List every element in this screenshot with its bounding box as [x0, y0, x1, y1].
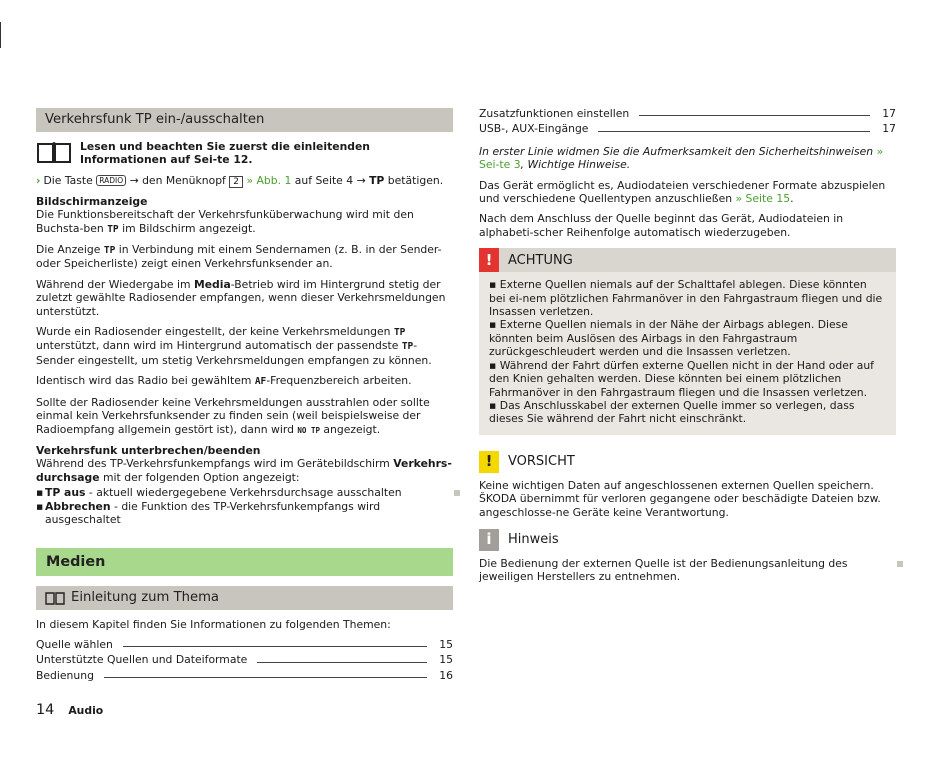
- safety-b: , Wichtige Hinweise.: [520, 158, 631, 172]
- hinweis-text: Die Bedienung der externen Quelle ist der Bedienungsanleitung des jeweiligen Herstellers zu entnehmen.: [479, 556, 848, 584]
- toc-row[interactable]: [36, 669, 453, 682]
- toc-leader: [104, 677, 427, 678]
- p5-a: Identisch wird das Radio bei gewähltem: [36, 374, 252, 388]
- toc-leader: [598, 131, 870, 132]
- warning-icon: !: [479, 248, 499, 272]
- intro-text: In diesem Kapitel finden Sie Informationen zu folgenden Themen:: [36, 618, 391, 632]
- info-icon: i: [479, 529, 499, 551]
- toc-row[interactable]: [36, 638, 453, 651]
- interrupt-b: mit der folgenden Option angezeigt:: [103, 470, 300, 484]
- achtung-header: [479, 248, 896, 272]
- bullet-text: - die Funktion des TP-Verkehrsfunkempfangs wird ausgeschaltet: [45, 499, 381, 526]
- paragraph-media: [36, 278, 453, 318]
- display-paragraph: [36, 195, 453, 236]
- bullet-icon: ▪: [36, 499, 44, 513]
- footer-section: Audio: [68, 704, 104, 717]
- page-edge-mark: [0, 22, 1, 48]
- achtung-item-text: Das Anschlusskabel der externen Quelle immer so verlegen, dass dieses Sie während der Fahrt nicht einschränkt.: [489, 398, 855, 426]
- hinweis-header: [479, 529, 896, 551]
- achtung-box: [479, 248, 896, 434]
- thema-header: [36, 586, 453, 610]
- tp-symbol: TP: [107, 223, 119, 235]
- af-symbol: AF: [254, 376, 267, 388]
- p4-c: -Sender eingestellt, um stetig Verkehrsmeldungen empfangen zu können.: [36, 339, 432, 367]
- list-item: ▪ Das Anschlusskabel der externen Quelle immer so verlegen, dass dieses Sie während der Fahrt nicht einschränkt.: [489, 398, 855, 426]
- toc-label: Zusatzfunktionen einstellen: [479, 107, 630, 120]
- p4-b: unterstützt, dann wird im Hintergrund automatisch der passendste: [36, 339, 399, 353]
- p1-b: .: [790, 192, 794, 206]
- fig-reference-link[interactable]: » Abb. 1: [246, 173, 292, 187]
- list-item: ▪ Externe Quellen niemals auf der Schalttafel ablegen. Diese könnten bei ei-nem plötzlichen Fahrmanöver in den Fahrgastraum fliegen und die Insassen verletzen.: [489, 278, 883, 319]
- safety-note: [479, 145, 896, 172]
- display-text-b: im Bildschirm angezeigt.: [122, 221, 256, 235]
- toc-leader: [123, 646, 427, 647]
- step-tp: TP: [369, 173, 385, 187]
- paragraph-af: [36, 374, 453, 388]
- safety-a: In erster Linie widmen Sie die Aufmerksamkeit den Sicherheitshinweisen: [479, 144, 874, 158]
- display-heading: Bildschirmanzeige: [36, 194, 148, 208]
- hinweis-title: Hinweis: [508, 532, 559, 548]
- interrupt-bold: Verkehrs-durchsage: [36, 457, 452, 484]
- read-notice: [36, 140, 453, 167]
- step-prefix: Die Taste: [43, 173, 93, 187]
- paragraph-anzeige: [36, 243, 453, 271]
- p5-b: -Frequenzbereich arbeiten.: [266, 374, 412, 388]
- toc-page: 16: [439, 668, 453, 682]
- toc-page: 15: [439, 653, 453, 667]
- toc-label: Quelle wählen: [36, 637, 113, 651]
- toc-label: USB-, AUX-Eingänge: [479, 122, 589, 136]
- vorsicht-title: VORSICHT: [508, 454, 575, 470]
- p2-a: Die Anzeige: [36, 243, 101, 257]
- page-footer: [36, 704, 103, 717]
- list-item: ▪ Während der Fahrt dürfen externe Quellen nicht in der Hand oder auf den Knien gehalten werden. Diese könnten bei einem plötzlichen Fahrmanöver in den Fahrgastraum fliegen und die Insassen verletzen.: [489, 358, 874, 399]
- paragraph-no-tp: [36, 396, 453, 437]
- caution-icon: !: [479, 451, 499, 473]
- section-end-mark: [897, 561, 903, 567]
- book-icon: [36, 140, 72, 164]
- paragraph-radiosender: [36, 325, 453, 367]
- step-suffix: betätigen.: [387, 173, 444, 187]
- toc-row[interactable]: [479, 107, 896, 120]
- p3-a: Während der Wiedergabe im: [36, 277, 191, 291]
- menu-knob-number: 2: [229, 176, 243, 188]
- paragraph-formats: [479, 179, 896, 206]
- list-item: [36, 500, 453, 527]
- achtung-item-text: Externe Quellen niemals in der Nähe der Airbags ablegen. Diese könnten beim Auslösen des Airbags in den Fahrgastraum zurückgeschleudert werden und die Insassen verletzen.: [489, 318, 848, 359]
- interrupt-heading: Verkehrsfunk unterbrechen/beenden: [36, 443, 261, 457]
- book-icon: [45, 591, 65, 605]
- achtung-title: ACHTUNG: [508, 252, 573, 268]
- radio-key-icon: RADIO: [96, 175, 126, 186]
- section-title-verkehrsfunk: Verkehrsfunk TP ein-/ausschalten: [36, 108, 453, 132]
- p6-a: Sollte der Radiosender keine Verkehrsmeldungen ausstrahlen oder sollte einmal kein Verkehrsfunksender zu finden sein (weil beispielsweise der Radioempfang allgemein gestört ist), dann wird: [36, 395, 430, 436]
- toc-row[interactable]: [36, 653, 453, 666]
- toc-label: Bedienung: [36, 668, 94, 682]
- interrupt-paragraph: [36, 444, 453, 484]
- bullet-bold: TP aus: [45, 486, 86, 500]
- p4-a: Wurde ein Radiosender eingestellt, der keine Verkehrsmeldungen: [36, 325, 391, 339]
- toc-leader: [639, 115, 870, 116]
- section-end-mark: [454, 490, 460, 496]
- step-mid: → den Menüknopf: [129, 173, 226, 187]
- achtung-item-text: Externe Quellen niemals auf der Schalttafel ablegen. Diese könnten bei ei-nem plötzlichen Fahrmanöver in den Fahrgastraum fliegen und die Insassen verletzen.: [489, 278, 883, 319]
- thema-title: Einleitung zum Thema: [71, 590, 220, 606]
- step-arrow-icon: ›: [36, 173, 41, 187]
- bullet-icon: ▪: [36, 486, 44, 500]
- tp-symbol: TP: [393, 327, 406, 339]
- right-column: [479, 107, 896, 591]
- achtung-item-text: Während der Fahrt dürfen externe Quellen nicht in der Hand oder auf den Knien gehalten werden. Diese könnten bei einem plötzlichen Fahrmanöver in den Fahrgastraum fliegen und die Insassen verletzen.: [489, 358, 874, 399]
- vorsicht-text: Keine wichtigen Daten auf angeschlossenen externen Quellen speichern. ŠKODA übernimmt für verloren gegangene oder beschädigte Dateien bzw. angeschlosse-ne Geräte keine Verantwortung.: [479, 478, 881, 519]
- list-item: [36, 486, 453, 499]
- instruction-step: [36, 174, 453, 188]
- media-word: Media: [193, 277, 231, 291]
- no-tp-symbol: NO TP: [297, 425, 320, 435]
- list-item: ▪ Externe Quellen niemals in der Nähe der Airbags ablegen. Diese könnten beim Auslösen des Airbags in den Fahrgastraum zurückgeschleudert werden und die Insassen verletzen.: [489, 318, 848, 359]
- vorsicht-header: [479, 451, 896, 473]
- interrupt-a: Während des TP-Verkehrsfunkempfangs wird im Gerätebildschirm: [36, 457, 390, 471]
- step-mid2: auf Seite 4 →: [294, 173, 366, 187]
- bullet-bold: Abbrechen: [45, 499, 111, 513]
- display-text-a: Die Funktionsbereitschaft der Verkehrsfunküberwachung wird mit den Buchsta-ben: [36, 208, 414, 235]
- left-column: [36, 105, 453, 684]
- read-notice-text: Lesen und beachten Sie zuerst die einleitenden Informationen auf Sei-te 12.: [80, 140, 370, 167]
- tp-symbol: TP: [103, 245, 116, 257]
- toc-page: 15: [439, 637, 453, 651]
- bullet-text: - aktuell wiedergegebene Verkehrsdurchsage ausschalten: [88, 486, 402, 500]
- p1-a: Das Gerät ermöglicht es, Audiodateien verschiedener Formate abzuspielen und verschiedene Quellentypen anzuschließen: [479, 178, 886, 206]
- toc-page: 17: [882, 107, 896, 120]
- paragraph-playback: Nach dem Anschluss der Quelle beginnt das Gerät, Audiodateien in alphabeti-scher Reihenfolge automatisch wiederzugeben.: [479, 212, 844, 239]
- safety-reference-link[interactable]: » Sei-te 3: [479, 144, 884, 172]
- p6-b: angezeigt.: [323, 422, 381, 436]
- p2-b: in Verbindung mit einem Sendernamen (z. B. in der Sender- oder Speicherliste) zeigt einen Verkehrsfunksender an.: [36, 243, 442, 271]
- p3-b: -Betrieb wird im Hintergrund stetig der zuletzt gewählte Radiosender empfangen, wenn dieser Verkehrsmeldungen unterstützt.: [36, 277, 446, 318]
- tp-symbol: TP: [401, 341, 414, 353]
- toc-page: 17: [882, 122, 896, 136]
- toc-leader: [257, 662, 427, 663]
- toc-row[interactable]: [479, 122, 896, 135]
- toc-label: Unterstützte Quellen und Dateiformate: [36, 653, 248, 667]
- chapter-title-medien: Medien: [36, 548, 453, 576]
- page-number: 14: [36, 702, 55, 718]
- page-reference-link[interactable]: » Seite 15: [735, 192, 791, 206]
